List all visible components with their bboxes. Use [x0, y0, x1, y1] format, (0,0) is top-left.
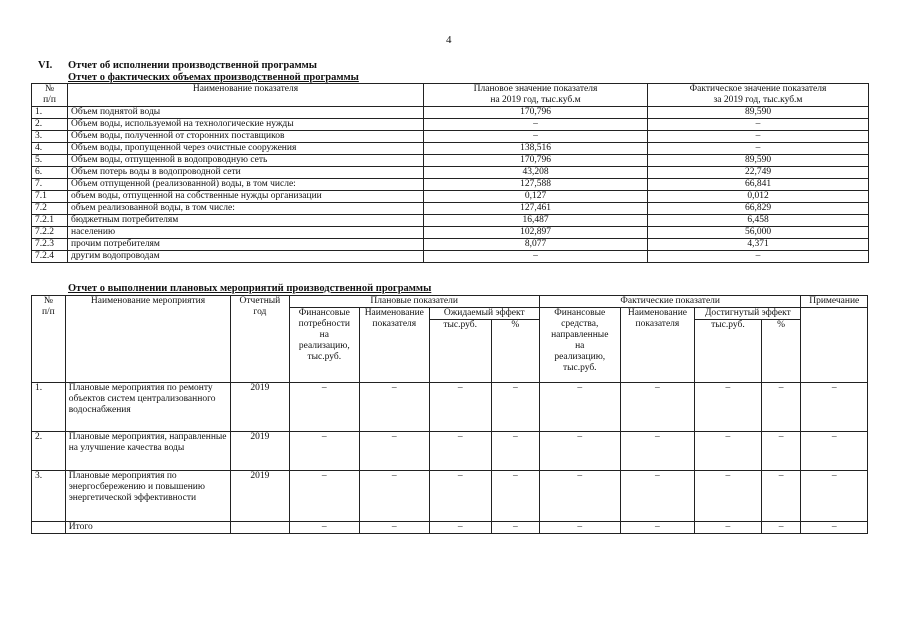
row-cell: –	[491, 522, 539, 534]
row-name: Объем поднятой воды	[68, 107, 424, 119]
row-cell: –	[360, 471, 429, 522]
page-number: 4	[446, 34, 452, 46]
row-plan: 170,796	[424, 107, 648, 119]
row-fact: –	[648, 143, 869, 155]
row-cell: –	[429, 471, 491, 522]
table1-title: Отчет о фактических объемах производственной программы	[68, 72, 359, 83]
row-plan: 102,897	[424, 227, 648, 239]
row-year: 2019	[231, 383, 289, 432]
row-cell: –	[289, 432, 360, 471]
col-header-fact-effect: Достигнутый эффект	[695, 308, 801, 320]
row-fact: –	[648, 251, 869, 263]
table-row	[32, 179, 869, 191]
col-header-note-empty	[801, 308, 868, 383]
row-plan: 138,516	[424, 143, 648, 155]
row-name: бюджетным потребителям	[68, 215, 424, 227]
row-cell: –	[539, 383, 620, 432]
row-cell: –	[539, 522, 620, 534]
row-cell: –	[801, 522, 868, 534]
row-plan: 170,796	[424, 155, 648, 167]
table-row	[32, 131, 869, 143]
row-fact: 22,749	[648, 167, 869, 179]
row-cell: –	[695, 522, 761, 534]
row-cell: –	[620, 383, 695, 432]
row-cell: –	[491, 432, 539, 471]
row-fact: 6,458	[648, 215, 869, 227]
table-row	[32, 107, 869, 119]
table-row	[32, 203, 869, 215]
row-cell: –	[761, 471, 801, 522]
col-header-note: Примечание	[801, 296, 868, 308]
row-name: Итого	[65, 522, 231, 534]
row-cell: –	[289, 522, 360, 534]
row-fact: 0,012	[648, 191, 869, 203]
row-fact: –	[648, 119, 869, 131]
col-header-fact-group: Фактические показатели	[539, 296, 801, 308]
row-cell: –	[801, 383, 868, 432]
row-cell: –	[761, 383, 801, 432]
col-header-fact-ind: Наименование показателя	[620, 308, 695, 383]
row-num: 2.	[32, 119, 68, 131]
row-name: Плановые мероприятия по ремонту объектов систем централизованного водоснабжения	[65, 383, 231, 432]
row-name: объем реализованной воды, в том числе:	[68, 203, 424, 215]
table2-title: Отчет о выполнении плановых мероприятий производственной программы	[68, 283, 432, 294]
col-header-plan-group: Плановые показатели	[289, 296, 539, 308]
col-header-fact-fin: Финансовые средства, направленные на реализацию, тыс.руб.	[539, 308, 620, 383]
row-fact: –	[648, 131, 869, 143]
row-name: Объем потерь воды в водопроводной сети	[68, 167, 424, 179]
table-row	[32, 383, 868, 432]
row-name: Объем воды, используемой на технологические нужды	[68, 119, 424, 131]
row-name: Плановые мероприятия по энергосбережению и повышению энергетической эффективности	[65, 471, 231, 522]
section-number: VI.	[38, 60, 53, 71]
col-header-plan: Плановое значение показателя на 2019 год, тыс.куб.м	[424, 84, 648, 107]
row-cell: –	[491, 383, 539, 432]
row-plan: –	[424, 251, 648, 263]
table-row	[32, 251, 869, 263]
row-plan: –	[424, 131, 648, 143]
row-name: Плановые мероприятия, направленные на улучшение качества воды	[65, 432, 231, 471]
row-num: 7.2.2	[32, 227, 68, 239]
row-num: 2.	[32, 432, 66, 471]
col-header-name: Наименование показателя	[68, 84, 424, 107]
row-cell: –	[360, 432, 429, 471]
row-cell: –	[695, 383, 761, 432]
row-plan: 8,077	[424, 239, 648, 251]
table-row	[32, 227, 869, 239]
row-cell: –	[360, 522, 429, 534]
row-cell: –	[801, 432, 868, 471]
row-cell: –	[491, 471, 539, 522]
col-header-num: № п/п	[32, 84, 68, 107]
row-cell: –	[289, 383, 360, 432]
row-fact: 4,371	[648, 239, 869, 251]
row-fact: 66,829	[648, 203, 869, 215]
col-header-plan-rub: тыс.руб.	[429, 320, 491, 383]
row-num: 1.	[32, 383, 66, 432]
row-plan: 0,127	[424, 191, 648, 203]
col-header-name: Наименование мероприятия	[65, 296, 231, 383]
row-cell: –	[801, 471, 868, 522]
row-name: населению	[68, 227, 424, 239]
row-num: 3.	[32, 131, 68, 143]
col-header-year: Отчетный год	[231, 296, 289, 383]
table-row	[32, 432, 868, 471]
table-row	[32, 143, 869, 155]
row-plan: 127,461	[424, 203, 648, 215]
row-num: 6.	[32, 167, 68, 179]
row-fact: 89,590	[648, 107, 869, 119]
row-year: 2019	[231, 471, 289, 522]
col-header-num: № п/п	[32, 296, 66, 383]
row-num: 7.2.1	[32, 215, 68, 227]
table-row	[32, 191, 869, 203]
col-header-plan-pct: %	[491, 320, 539, 383]
row-num	[32, 522, 66, 534]
row-year: 2019	[231, 432, 289, 471]
row-num: 7.2.4	[32, 251, 68, 263]
row-num: 1.	[32, 107, 68, 119]
row-fact: 56,000	[648, 227, 869, 239]
row-cell: –	[429, 383, 491, 432]
table-row	[32, 167, 869, 179]
row-num: 3.	[32, 471, 66, 522]
row-num: 7.1	[32, 191, 68, 203]
row-plan: 43,208	[424, 167, 648, 179]
section-title: Отчет об исполнении производственной программы	[68, 60, 318, 71]
planned-measures-table	[31, 295, 868, 534]
row-cell: –	[289, 471, 360, 522]
row-cell: –	[429, 432, 491, 471]
row-name: другим водопроводам	[68, 251, 424, 263]
row-cell: –	[620, 432, 695, 471]
row-num: 7.2	[32, 203, 68, 215]
col-header-plan-ind: Наименование показателя	[360, 308, 429, 383]
table-row	[32, 119, 869, 131]
row-cell: –	[539, 432, 620, 471]
row-fact: 66,841	[648, 179, 869, 191]
table-row	[32, 522, 868, 534]
row-name: объем воды, отпущенной на собственные нужды организации	[68, 191, 424, 203]
row-year	[231, 522, 289, 534]
row-plan: –	[424, 119, 648, 131]
row-cell: –	[761, 432, 801, 471]
row-cell: –	[620, 471, 695, 522]
row-cell: –	[429, 522, 491, 534]
row-name: Объем воды, полученной от сторонних поставщиков	[68, 131, 424, 143]
table-row	[32, 215, 869, 227]
row-cell: –	[620, 522, 695, 534]
row-cell: –	[539, 471, 620, 522]
col-header-plan-effect: Ожидаемый эффект	[429, 308, 539, 320]
row-name: Объем отпущенной (реализованной) воды, в том числе:	[68, 179, 424, 191]
col-header-fact: Фактическое значение показателя за 2019 год, тыс.куб.м	[648, 84, 869, 107]
row-plan: 16,487	[424, 215, 648, 227]
col-header-fact-rub: тыс.руб.	[695, 320, 761, 383]
actual-volumes-table	[31, 83, 869, 263]
row-num: 4.	[32, 143, 68, 155]
col-header-plan-fin: Финансовые потребности на реализацию, тыс.руб.	[289, 308, 360, 383]
row-cell: –	[360, 383, 429, 432]
col-header-fact-pct: %	[761, 320, 801, 383]
row-cell: –	[761, 522, 801, 534]
table-row	[32, 239, 869, 251]
row-cell: –	[695, 471, 761, 522]
table-row	[32, 471, 868, 522]
row-cell: –	[695, 432, 761, 471]
table-row	[32, 155, 869, 167]
row-fact: 89,590	[648, 155, 869, 167]
row-name: прочим потребителям	[68, 239, 424, 251]
row-num: 7.2.3	[32, 239, 68, 251]
row-name: Объем воды, пропущенной через очистные сооружения	[68, 143, 424, 155]
row-plan: 127,588	[424, 179, 648, 191]
row-num: 7.	[32, 179, 68, 191]
row-name: Объем воды, отпущенной в водопроводную сеть	[68, 155, 424, 167]
row-num: 5.	[32, 155, 68, 167]
